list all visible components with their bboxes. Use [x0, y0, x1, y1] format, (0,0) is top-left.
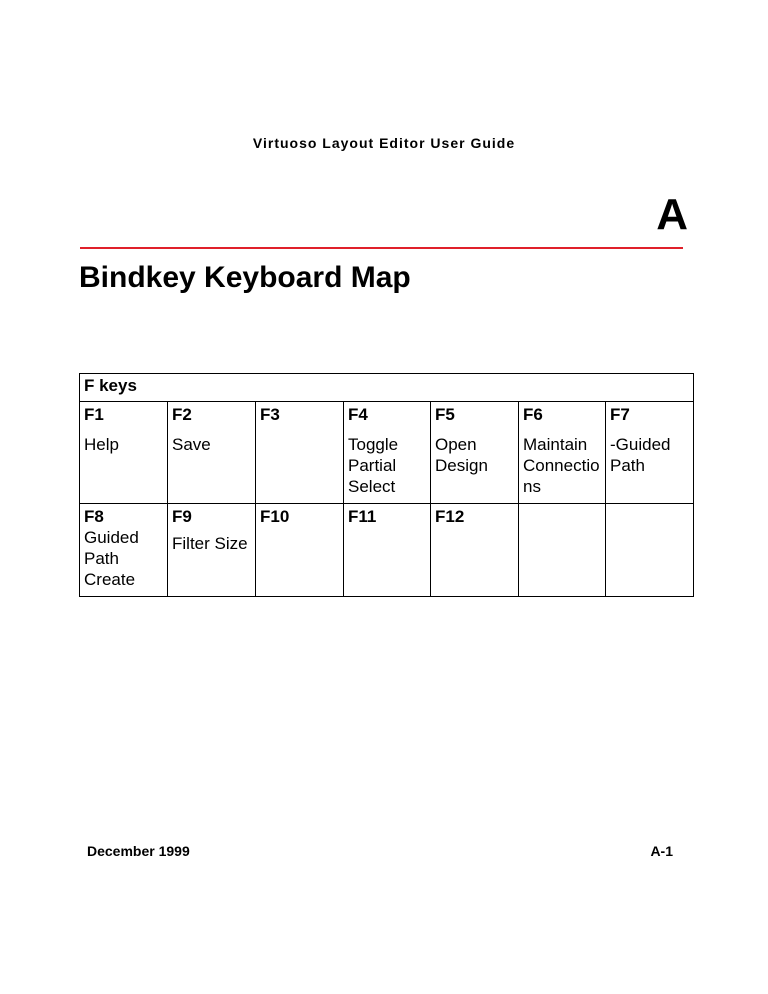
key-label: F8: [84, 507, 104, 526]
key-description: Maintain Connections: [523, 435, 600, 496]
footer-date: December 1999: [87, 843, 190, 859]
table-cell: [431, 504, 519, 597]
key-description: Toggle Partial Select: [348, 435, 399, 496]
key-label: F10: [260, 507, 290, 526]
key-label: F2: [172, 405, 192, 424]
table-title: F keys: [80, 374, 694, 402]
key-description: -Guided Path: [610, 435, 671, 475]
fkeys-table: [79, 373, 694, 597]
key-label: F7: [610, 405, 630, 424]
key-description: Open Design: [435, 435, 488, 475]
key-label: F1: [84, 405, 104, 424]
key-label: F9: [172, 507, 192, 526]
key-description: Help: [84, 435, 119, 454]
table-cell: [606, 402, 694, 504]
table-cell: [168, 504, 256, 597]
table-cell: [344, 504, 431, 597]
title-rule: [80, 247, 683, 249]
table-cell: [519, 402, 606, 504]
key-description: Save: [172, 435, 211, 454]
table-cell: [168, 402, 256, 504]
key-label: F12: [435, 507, 465, 526]
table-cell: [344, 402, 431, 504]
chapter-title: Bindkey Keyboard Map: [79, 261, 411, 294]
appendix-letter: A: [656, 190, 688, 239]
table-cell: [256, 402, 344, 504]
key-description: Filter Size: [172, 534, 248, 553]
table-cell: [519, 504, 606, 597]
table-cell: [606, 504, 694, 597]
key-label: F5: [435, 405, 455, 424]
table-cell: [431, 402, 519, 504]
table-cell: [256, 504, 344, 597]
table-cell: [80, 504, 168, 597]
running-header: Virtuoso Layout Editor User Guide: [252, 135, 516, 151]
table-cell: [80, 402, 168, 504]
key-label: F3: [260, 405, 280, 424]
key-label: F4: [348, 405, 368, 424]
key-description: Guided Path Create: [84, 528, 139, 589]
key-label: F11: [348, 507, 377, 526]
key-label: F6: [523, 405, 543, 424]
footer-page-number: A-1: [650, 843, 673, 859]
